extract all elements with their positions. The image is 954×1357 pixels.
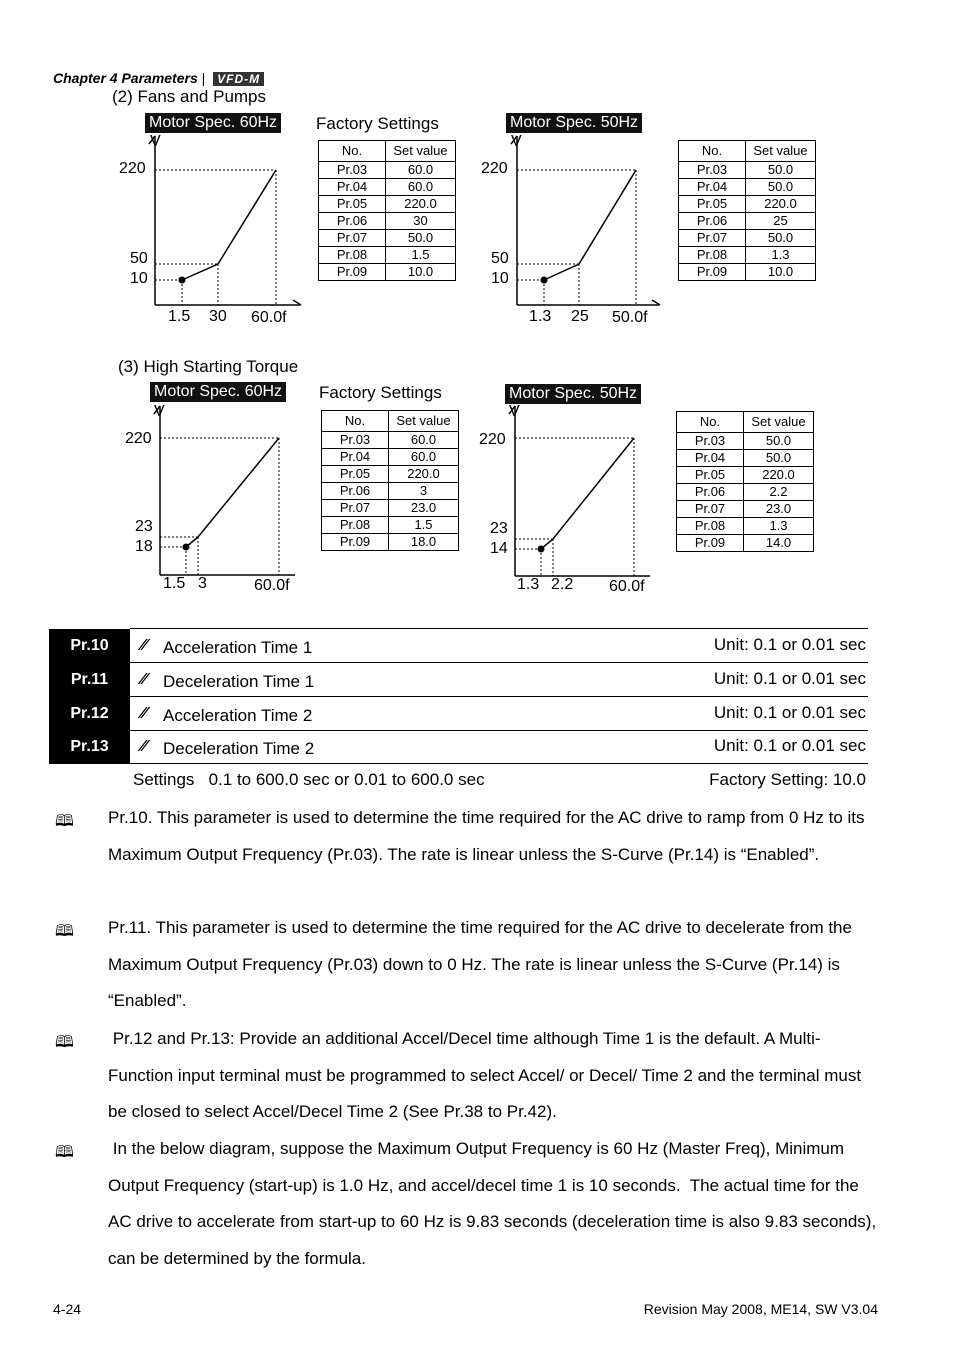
y-tick-10: 10 [130,270,148,287]
x-tick-1: 1.5 [168,308,191,325]
cell: Pr.06 [319,213,386,230]
table-row [677,501,814,518]
cell: 50.0 [746,179,816,196]
y-tick-220: 220 [481,160,508,177]
cell: 18.0 [389,534,459,551]
table-row [322,466,459,483]
table-row [679,196,816,213]
cell: 30 [386,213,456,230]
hst-title: (3) High Starting Torque [118,357,299,376]
vf-curve [541,438,634,549]
y-tick-50: 50 [491,250,509,267]
cell: 1.5 [389,517,459,534]
cell: Pr.08 [322,517,389,534]
param-code: Pr.13 [49,730,130,763]
book-icon: 🕮 [55,1144,74,1161]
x-tick-1: 1.3 [517,576,540,593]
min-point [179,277,186,284]
cell: Pr.05 [319,196,386,213]
y-tick-220: 220 [479,431,506,448]
factory-setting: Factory Setting: 10.0 [709,770,866,789]
table-row [319,162,456,179]
settings-range: Settings 0.1 to 600.0 sec or 0.01 to 600.0 sec [133,770,485,789]
table-row [319,179,456,196]
table-row [319,213,456,230]
cell: 10.0 [386,264,456,281]
table-row [319,230,456,247]
param-name: Deceleration Time 1 [163,672,315,691]
cell: 1.3 [744,518,814,535]
param-name: Acceleration Time 1 [163,638,313,657]
table-row [322,534,459,551]
fans-60-settings-table [318,140,456,281]
table-row [322,449,459,466]
cell: Pr.08 [677,518,744,535]
table-row [677,518,814,535]
hst-50-settings-table [676,411,814,552]
cell: Pr.05 [677,467,744,484]
chapter-title: Chapter 4 Parameters [53,70,198,86]
cell: Pr.07 [322,500,389,517]
hst-factory-label: Factory Settings [319,383,442,402]
cell: 50.0 [744,450,814,467]
table-row [322,517,459,534]
x-tick-3: 60.0f [251,309,287,326]
cell: Pr.06 [679,213,746,230]
cell: 50.0 [386,230,456,247]
table-row [322,483,459,500]
cell: 3 [389,483,459,500]
cell: Pr.06 [677,484,744,501]
min-point [541,277,548,284]
header-separator: | [201,70,206,86]
revision-info: Revision May 2008, ME14, SW V3.04 [643,1301,878,1317]
y-tick-50: 50 [130,250,148,267]
cell: 60.0 [389,449,459,466]
table-row [679,230,816,247]
cell: Pr.08 [679,247,746,264]
cell: 220.0 [746,196,816,213]
page-number: 4-24 [53,1301,82,1317]
table-row [679,179,816,196]
cell: 220.0 [389,466,459,483]
cell: 1.3 [746,247,816,264]
table-row [679,264,816,281]
x-tick-3: 60.0f [609,578,645,595]
cell: 220.0 [744,467,814,484]
paragraph-pr12-13: Pr.12 and Pr.13: Provide an additional Accel/Decel time although Time 1 is the default. A Multi-Function input terminal must be programmed to select Accel/ or Decel/ Time 2 and the terminal must be closed to select Accel/Decel Time 2 (See Pr.38 to Pr.42). [108,1029,866,1122]
col-no: No. [677,412,744,433]
x-tick-2: 2.2 [551,576,574,593]
table-row [322,432,459,449]
cell: 10.0 [746,264,816,281]
cell: Pr.04 [679,179,746,196]
hst-50-spec-label: Motor Spec. 50Hz [505,384,641,404]
cell: Pr.05 [322,466,389,483]
min-point [183,544,190,551]
v-axis-label: V [509,403,520,420]
y-tick-10: 10 [491,270,509,287]
cell: Pr.09 [679,264,746,281]
col-no: No. [679,141,746,162]
vfd-logo: VFD-M [213,72,264,86]
v-axis-label: V [154,403,165,420]
paragraph-pr10: Pr.10. This parameter is used to determine the time required for the AC drive to ramp from 0 Hz to its Maximum Output Frequency (Pr.03). The rate is linear unless the S-Curve (Pr.14) is “Enabled”. [108,808,865,864]
fans-60-vf-graph [140,130,310,310]
param-row-pr11 [49,663,868,697]
param-row-pr12 [49,697,868,731]
cell: Pr.05 [679,196,746,213]
editable-icon: ⁄⁄ [141,637,147,654]
min-point [538,546,545,553]
v-axis-label: V [150,133,161,150]
table-row [677,433,814,450]
paragraph-diagram-intro: In the below diagram, suppose the Maximum Output Frequency is 60 Hz (Master Freq), Minimum Output Frequency (start-up) is 1.0 Hz, and accel/decel time 1 is 10 seconds. The actual time for the AC drive to accelerate from start-up to 60 Hz is 9.83 seconds (deceleration time is also 9.83 seconds), can be determined by the formula. [108,1139,881,1269]
hst-60-spec-label: Motor Spec. 60Hz [150,382,286,402]
vf-curve [186,438,279,547]
param-unit: Unit: 0.1 or 0.01 sec [713,635,866,654]
hst-50-vf-graph [500,400,670,580]
param-name: Acceleration Time 2 [163,706,313,725]
table-row [319,264,456,281]
cell: 23.0 [389,500,459,517]
param-code: Pr.11 [49,663,130,696]
param-unit: Unit: 0.1 or 0.01 sec [713,669,866,688]
book-icon: 🕮 [55,1034,74,1051]
col-no: No. [322,411,389,432]
cell: Pr.03 [679,162,746,179]
table-row [322,500,459,517]
cell: Pr.09 [677,535,744,552]
x-tick-3: 50.0f [612,309,648,326]
editable-icon: ⁄⁄ [141,705,147,722]
fans-factory-label-1: Factory Settings [316,114,439,133]
table-row [677,450,814,467]
cell: Pr.08 [319,247,386,264]
cell: 50.0 [746,162,816,179]
cell: 25 [746,213,816,230]
col-set-value: Set value [746,141,816,162]
cell: 220.0 [386,196,456,213]
cell: 60.0 [386,162,456,179]
cell: 23.0 [744,501,814,518]
cell: Pr.03 [322,432,389,449]
table-row [679,213,816,230]
book-icon: 🕮 [55,923,74,940]
cell: Pr.07 [319,230,386,247]
fans-60-spec-label: Motor Spec. 60Hz [145,113,281,133]
cell: Pr.07 [677,501,744,518]
cell: Pr.03 [319,162,386,179]
cell: Pr.04 [677,450,744,467]
param-code: Pr.10 [49,629,130,662]
cell: 60.0 [389,432,459,449]
cell: Pr.06 [322,483,389,500]
param-unit: Unit: 0.1 or 0.01 sec [713,703,866,722]
y-tick-23: 23 [490,520,508,537]
param-unit: Unit: 0.1 or 0.01 sec [713,736,866,755]
param-row-pr10 [49,629,868,663]
table-row [677,535,814,552]
table-row [319,247,456,264]
x-tick-1: 1.5 [163,575,186,592]
fans-title: (2) Fans and Pumps [112,87,267,106]
cell: Pr.09 [322,534,389,551]
y-tick-220: 220 [125,430,152,447]
book-icon: 🕮 [55,813,74,830]
param-name: Deceleration Time 2 [163,739,315,758]
col-set-value: Set value [744,412,814,433]
editable-icon: ⁄⁄ [141,738,147,755]
cell: Pr.04 [322,449,389,466]
table-row [679,162,816,179]
cell: Pr.03 [677,433,744,450]
col-set-value: Set value [386,141,456,162]
param-row-pr13 [49,730,868,764]
y-tick-18: 18 [135,538,153,555]
y-tick-14: 14 [490,540,508,557]
cell: Pr.09 [319,264,386,281]
y-tick-23: 23 [135,518,153,535]
x-tick-1: 1.3 [529,308,552,325]
hst-60-vf-graph [145,400,315,580]
cell: 2.2 [744,484,814,501]
paragraph-pr11: Pr.11. This parameter is used to determine the time required for the AC drive to decelerate from the Maximum Output Frequency (Pr.03) down to 0 Hz. The rate is linear unless the S-Curve (Pr.14) is “Enabled”. [108,918,852,1011]
table-row [679,247,816,264]
fans-50-vf-graph [502,130,672,310]
table-row [677,467,814,484]
cell: 50.0 [744,433,814,450]
v-axis-label: V [511,133,522,150]
col-no: No. [319,141,386,162]
fans-50-settings-table [678,140,816,281]
table-row [319,196,456,213]
cell: 14.0 [744,535,814,552]
x-tick-3: 60.0f [254,577,290,594]
fans-50-spec-label: Motor Spec. 50Hz [506,113,642,133]
hst-60-settings-table [321,410,459,551]
x-tick-2: 25 [571,308,589,325]
param-code: Pr.12 [49,697,130,730]
table-row [677,484,814,501]
cell: Pr.04 [319,179,386,196]
chapter-header [53,70,264,86]
x-tick-2: 3 [198,575,207,592]
cell: 50.0 [746,230,816,247]
cell: 60.0 [386,179,456,196]
cell: 1.5 [386,247,456,264]
x-tick-2: 30 [209,308,227,325]
y-tick-220: 220 [119,160,146,177]
cell: Pr.07 [679,230,746,247]
col-set-value: Set value [389,411,459,432]
editable-icon: ⁄⁄ [141,671,147,688]
